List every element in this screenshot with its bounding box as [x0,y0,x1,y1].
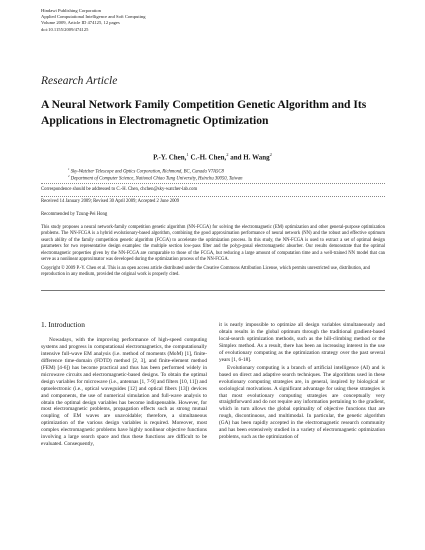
correspondence-line: Correspondence should be addressed to C.-H. Chen, chchen@sky-watcher-lab.com [41,187,198,192]
author-affil-marker: 2 [269,152,272,157]
affiliation-2 [68,173,243,183]
affiliation-marker: 1 [68,167,70,171]
author-name: P.-Y. Chen, [153,153,187,162]
body-paragraph: Nowadays, with the improving performance of high-speed computing systems and progress in computational electromagnetics, the computationally intensive full-wave EM analysis (i.e. method of moments (MoM) [1], finite-difference time-domain (FDTD) method [2, 3], and finite-element method (FEM) [4-6]) has become practical and thus has been performed widely in microwave circuits and electromagnetic-based designs. To obtain the optimal design variables for microwave (i.e., antennas [1, 7-9] and filters [10, 11]) and optoelectronic (i.e., optical waveguides [12] and optical fibers [13]) devices and components, the use of numerical simulation and full-wave analysis to obtain the optimal design variables has become indispensable. However, for most electromagnetic problems, propagation effects such as strong mutual coupling of EM waves are unavoidable; therefore, a simultaneous optimization of the various design variables is required. Moreover, most complex electromagnetic problems have highly nonlinear objective functions involving a large search space and thus these functions are difficult to be evaluated. Consequently, [41,336,207,448]
author-name: C.-H. Chen, [190,153,227,162]
column-left [41,322,207,448]
body-paragraph: Evolutionary computing is a branch of artificial intelligence (AI) and is based on direct and adaptive search techniques. The algorithms used in these evolutionary computing strategies are, in general, inspired by biological or sociological motivations. A significant advantage for using these strategies is that most evolutionary computing strategies are conceptually very straightforward and do not require any information pertaining to the gradient, which in turn allows the global optimality of objective functions that are rough, discontinuous, and multimodal. In particular, the genetic algorithm (GA) has been rapidly accepted in the electromagnetic research community and has been extensively studied in a variety of electromagnetic optimization problems, such as the optimization of [219,364,385,441]
copyright-notice: Copyright © 2009 P.-Y. Chen et al. This is an open access article distributed under the Creative Commons Attribution License, which permits unrestricted use, distribution, and reproduction in any medium, provided the original work is properly cited. [41,266,370,278]
author-affil-marker: 1 [186,152,189,157]
journal-doi: doi:10.1155/2009/474125 [41,26,89,32]
recommended-by: Recommended by Tzung-Pei Hong [41,212,108,217]
article-type: Research Article [41,75,118,87]
section-heading: 1. Introduction [41,320,85,329]
author-affil-marker: 2 [226,152,229,157]
journal-name: Applied Computational Intelligence and Soft Computing [41,14,146,20]
paper-title: A Neural Network Family Competition Genetic Algorithm and Its Applications in Electromagnetic Optimization [41,98,367,127]
affiliation-text: Department of Computer Science, National Chiao Tung University, Hsinchu 30050, Taiwan [70,176,243,182]
journal-volume: Volume 2009, Article ID 474125, 12 pages [41,20,120,26]
journal-publisher: Hindawi Publishing Corporation [41,8,101,13]
affiliation-marker: 2 [68,174,70,178]
author-list [0,152,425,161]
divider [41,183,385,184]
author-separator: and [230,153,242,162]
history-dates: Received 14 January 2009; Revised 30 April 2009; Accepted 2 June 2009 [41,199,180,204]
body-paragraph: it is nearly impossible to optimize all design variables simultaneously and obtain results in the global optimum through the traditional gradient-based local-search optimization methods, such as the hill-climbing method or the Simplex method. As a result, there has been an increasing interest in the use of evolutionary computing as the optimization strategy over the past several years [1, 6-18]. [219,322,385,363]
abstract: This study proposes a neural network-family competition genetic algorithm (NN-FCGA) for solving the electromagnetic (EM) optimization and other general-purpose optimization problems. The NN-FCGA is a hybrid evolutionary-based algorithm, combining the good approximation performance of neural network (NN) and the robust and effective optimum search ability of the family competition genetic algorithm (FCGA) to accelerate the optimization process. In this study, the NN-FCGA is used to extract a set of optimal design parameters for two representative design examples: the multiple section low-pass filter and the polyp-gonal electromagnetic absorber. Our results demonstrate that the optimal electromagnetic properties given by the NN-FCGA are comparable to those of the FCGA, but reducing a large amount of computation time and a well-trained NN model that can serve as a nonlinear approximator was developed during the optimization process of the NN-FCGA. [41,225,385,263]
journal-header [41,8,146,33]
author-name: H. Wang [243,153,270,162]
affiliation-text: Sky-Watcher Telescope and Optics Corporation, Richmond, BC, Canada V7A5C8 [70,169,224,175]
divider [41,196,385,197]
column-right [219,322,385,441]
divider [41,290,385,291]
